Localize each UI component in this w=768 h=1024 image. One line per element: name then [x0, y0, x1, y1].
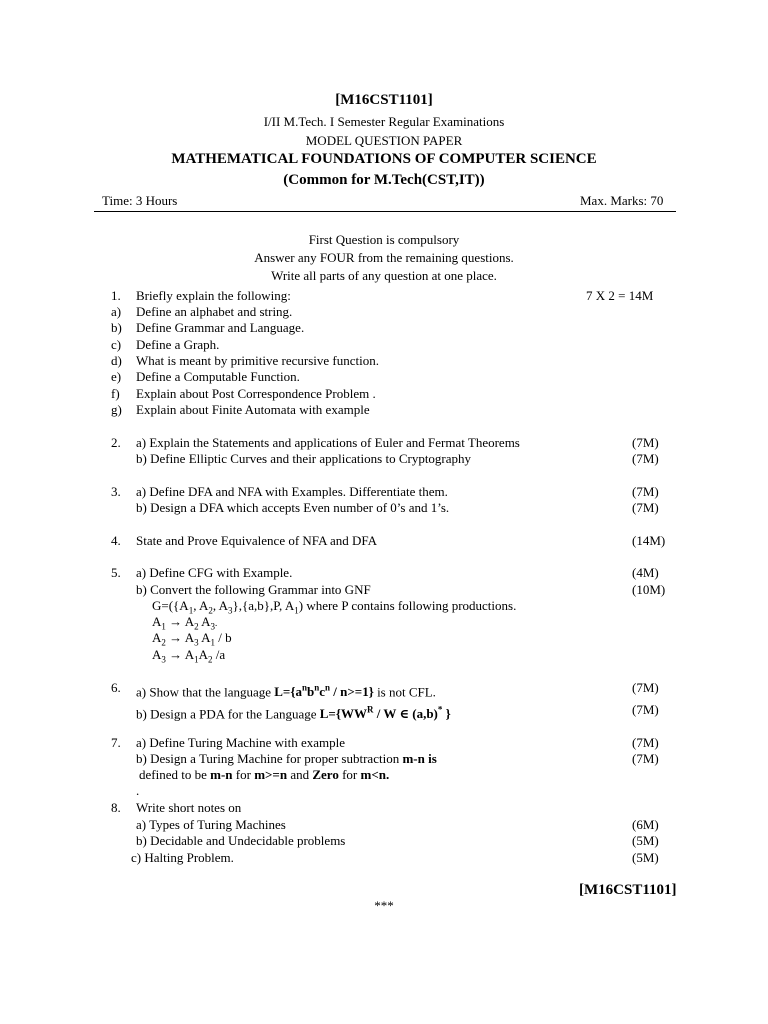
q5-part-b-marks: (10M) [632, 582, 666, 597]
q1-part-text: Explain about Finite Automata with example [136, 402, 370, 417]
q2-part-a: a) Explain the Statements and applications of Euler and Fermat Theorems [136, 435, 520, 450]
q8-number: 8. [111, 800, 121, 815]
q6-part-b-marks: (7M) [632, 702, 659, 717]
production-3: $A_3 \to A_1A_2$ /a [152, 647, 226, 665]
q7-part-a-marks: (7M) [632, 735, 659, 750]
instruction-1: First Question is compulsory [308, 232, 460, 247]
q3-part-a-marks: (7M) [632, 484, 659, 499]
q8-part-b-marks: (5M) [632, 833, 659, 848]
grammar-definition: $G=(\{A_1$, $A_2$, $A_3\},\{a,b\},P$, $A_1$) where P contains following productions. [152, 598, 517, 616]
paper-type: MODEL QUESTION PAPER [305, 133, 463, 148]
header-divider [94, 211, 676, 212]
q5-number: 5. [111, 565, 121, 580]
q7-part-a: a) Define Turing Machine with example [136, 735, 346, 750]
arrow-icon: → [169, 630, 183, 645]
q1-part-text: Define Grammar and Language. [136, 320, 305, 335]
q7-part-b: b) Design a Turing Machine for proper subtraction m-n is [136, 751, 437, 766]
q6-part-a-marks: (7M) [632, 680, 659, 695]
time-label: Time: 3 Hours [102, 193, 178, 208]
q8-part-a-marks: (6M) [632, 817, 659, 832]
q3-number: 3. [111, 484, 121, 499]
paper-code-bottom: [M16CST1101] [579, 882, 677, 898]
q1-marks: 7 X 2 = 14M [586, 288, 654, 303]
q6-part-a: a) Show that the language $L=\{a^nb^nc^n / n>=1\}$ is not CFL. [136, 683, 436, 700]
q1-part-label: f) [111, 386, 120, 401]
q8-part-a: a) Types of Turing Machines [136, 817, 286, 832]
q1-part-text: Define a Graph. [136, 337, 220, 352]
paper-code-top: [M16CST1101] [335, 92, 433, 108]
q2-number: 2. [111, 435, 121, 450]
q4-marks: (14M) [632, 533, 666, 548]
q5-part-a: a) Define CFG with Example. [136, 565, 293, 580]
q4-text: State and Prove Equivalence of NFA and DFA [136, 533, 378, 548]
q8-text: Write short notes on [136, 800, 242, 815]
q5-part-b: b) Convert the following Grammar into GNF [136, 582, 371, 597]
production-2: $A_2 \to A_3$ $A_1$ / b [152, 630, 232, 648]
q6-number: 6. [111, 680, 121, 695]
q8-part-c-marks: (5M) [632, 850, 659, 865]
q1-part-label: c) [111, 337, 122, 352]
q1-text: Briefly explain the following: [136, 288, 291, 303]
exam-title: I/II M.Tech. I Semester Regular Examinations [263, 114, 505, 129]
q2-part-a-marks: (7M) [632, 435, 659, 450]
q3-part-b-marks: (7M) [632, 500, 659, 515]
q1-part-text: Define an alphabet and string. [136, 304, 293, 319]
q1-part-label: g) [111, 402, 122, 417]
q1-part-label: e) [111, 369, 122, 384]
q3-part-b: b) Design a DFA which accepts Even number of 0’s and 1’s. [136, 500, 450, 515]
subject-title: MATHEMATICAL FOUNDATIONS OF COMPUTER SCIENCE [171, 151, 597, 167]
q6-part-b: b) Design a PDA for the Language $L=\{WW^R / W$ ∈ (a,b)* } [136, 705, 451, 722]
q5-part-a-marks: (4M) [632, 565, 659, 580]
arrow-icon: → [169, 647, 183, 662]
q8-part-b: b) Decidable and Undecidable problems [136, 833, 346, 848]
q1-part-text: What is meant by primitive recursive function. [136, 353, 379, 368]
q1-part-label: d) [111, 353, 122, 368]
q7-part-b-continued: defined to be m-n for m>=n and Zero for m<n. [139, 767, 390, 782]
q8-part-c: c) Halting Problem. [131, 850, 234, 865]
q3-part-a: a) Define DFA and NFA with Examples. Differentiate them. [136, 484, 448, 499]
end-marker: *** [374, 898, 394, 913]
common-note: (Common for M.Tech(CST,IT)) [283, 172, 485, 188]
instruction-2: Answer any FOUR from the remaining questions. [254, 250, 514, 265]
q7-part-b-marks: (7M) [632, 751, 659, 766]
stray-dot: . [136, 783, 140, 798]
arrow-icon: → [169, 614, 183, 629]
q1-part-text: Explain about Post Correspondence Problem . [136, 386, 376, 401]
q1-number: 1. [111, 288, 121, 303]
q1-part-text: Define a Computable Function. [136, 369, 300, 384]
instruction-3: Write all parts of any question at one place. [271, 268, 497, 283]
q7-number: 7. [111, 735, 121, 750]
max-marks-label: Max. Marks: 70 [580, 193, 664, 208]
q4-number: 4. [111, 533, 121, 548]
q2-part-b-marks: (7M) [632, 451, 659, 466]
q2-part-b: b) Define Elliptic Curves and their applications to Cryptography [136, 451, 472, 466]
q1-part-label: a) [111, 304, 122, 319]
production-1: $A_1 \to A_2$ $A_3$. [152, 614, 218, 632]
q1-part-label: b) [111, 320, 122, 335]
